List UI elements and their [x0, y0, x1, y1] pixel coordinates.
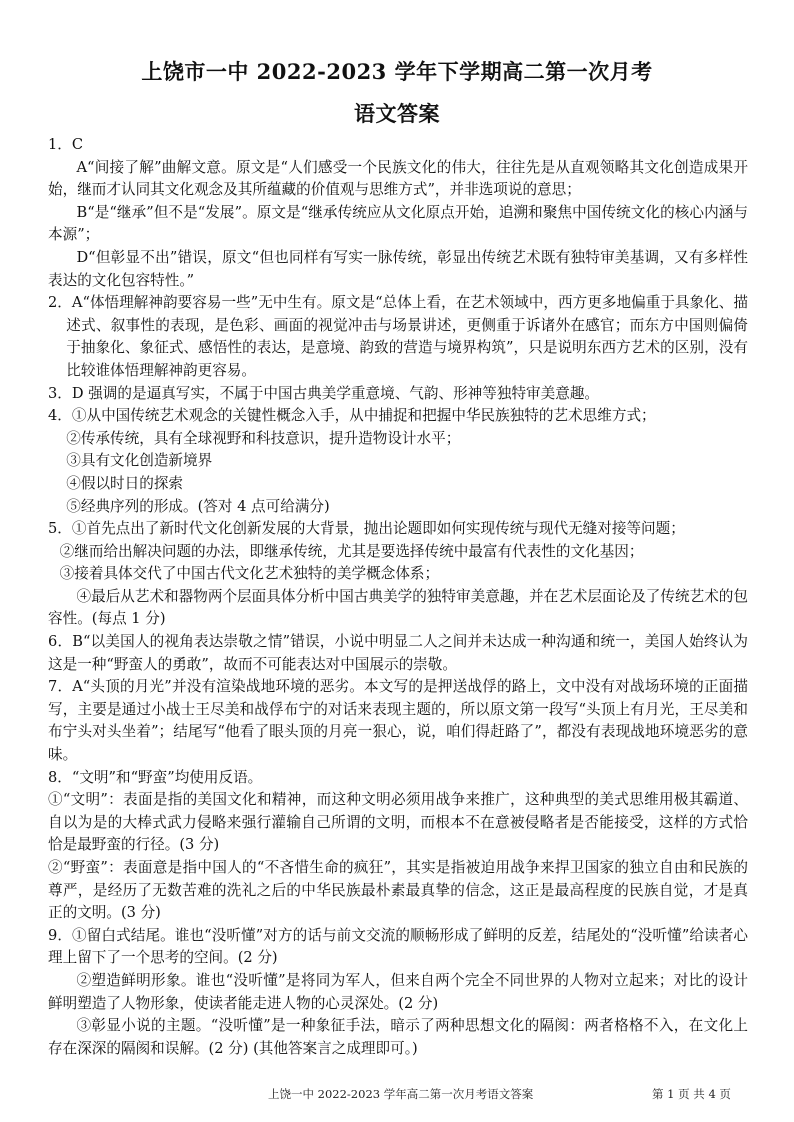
answer-5-point-4: ④最后从艺术和器物两个层面具体分析中国古典美学的独特审美意趣，并在艺术层面论及了传统艺术的包容性。(每点 1 分) [48, 587, 748, 628]
answer-3: 3．D 强调的是逼真写实，不属于中国古典美学重意境、气韵、形神等独特审美意趣。 [48, 384, 600, 402]
answer-8-point-2: ②“野蛮”：表面意是指中国人的“不吝惜生命的疯狂”，其实是指被迫用战争来捍卫国家的独立自由和民族的尊严，是经历了无数苦难的洗礼之后的中华民族最朴素最真挚的信念，这正是最高程度的民族自觉，才是真正的文明。(3 分) [48, 859, 748, 922]
answer-1-option-a: A“间接了解”曲解文意。原文是“人们感受一个民族文化的伟大，往往先是从直观领略其文化创造成果开始，继而才认同其文化观念及其所蕴藏的价值观与思维方式”，并非选项说的意思； [48, 158, 748, 199]
answer-8-point-1: ①“文明”：表面是指的美国文化和精神，而这种文明必须用战争来推广，这种典型的美式思维用极其霸道、自以为是的大棒式武力侵略来强行灌输自己所谓的文明，而根本不在意被侵略者是否能接受，这样的方式恰恰是最野蛮的行径。(3 分) [48, 791, 748, 854]
answer-2: 2．A“体悟理解神韵要容易一些”无中生有。原文是“总体上看，在艺术领域中，西方更多地偏重于具象化、描述式、叙事性的表现，是色彩、画面的视觉冲击与场景讲述，更侧重于诉诸外在感官；而东方中国则偏倚于抽象化、象征式、感悟性的表达，是意境、韵致的营造与境界构筑”，只是说明东西方艺术的区别，没有比较谁体悟理解神韵更容易。 [48, 294, 748, 379]
answer-body [48, 134, 748, 1060]
answer-5-point-2: ②继而给出解决问题的办法，即继承传统，尤其是要选择传统中最富有代表性的文化基因； [59, 542, 644, 560]
answer-4-point-3: ③具有文化创造新境界 [66, 452, 213, 470]
answer-6: 6．B“以美国人的视角表达崇敬之情”错误，小说中明显二人之间并未达成一种沟通和统一，美国人始终认为这是一种“野蛮人的勇敢”，故而不可能表达对中国展示的崇敬。 [48, 633, 748, 673]
page-subtitle: 语文答案 [354, 101, 440, 126]
answer-1-key: 1．C [48, 136, 84, 153]
answer-7: 7．A“头顶的月光”并没有渲染战地环境的恶劣。本文写的是押送战俘的路上，文中没有对战场环境的正面描写，主要是通过小战士王尽美和战俘布宁的对话来表现主题的，所以原文第一段写“头顶上有月光，王尽美和布宁头对头坐着”；结尾写“他看了眼头顶的月亮一狠心，说，咱们得赶路了”，都没有表现战地环境恶劣的意味。 [48, 678, 748, 764]
footer-exam-name: 上饶一中 2022-2023 学年高二第一次月考语文答案 [268, 1087, 534, 1101]
answer-9-point-3: ③彰显小说的主题。“没听懂”是一种象征手法，暗示了两种思想文化的隔阂：两者格格不入，在文化上存在深深的隔阂和误解。(2 分) (其他答案言之成理即可。) [48, 1017, 748, 1057]
answer-1-option-b: B“是“继承”但不是“发展”。原文是“继承传统应从文化原点开始，追溯和聚焦中国传统文化的核心内涵与本源”； [48, 203, 748, 244]
answer-9-point-2: ②塑造鲜明形象。谁也“没听懂”是将同为军人，但来自两个完全不同世界的人物对立起来；对比的设计鲜明塑造了人物形象，使读者能走进人物的心灵深处。(2 分) [48, 971, 748, 1012]
footer-page-number: 第 1 页 共 4 页 [652, 1087, 731, 1101]
answer-4-point-4: ④假以时日的探索 [66, 474, 184, 492]
answer-1-option-d: D“但彰显不出”错误，原文“但也同样有写实一脉传统，彰显出传统艺术既有独特审美基调，又有多样性表达的文化包容特性。” [48, 248, 748, 289]
answer-9-point-1: 9．①留白式结尾。谁也“没听懂”对方的话与前文交流的顺畅形成了鲜明的反差，结尾处的“没听懂”给读者心理上留下了一个思考的空间。(2 分) [48, 926, 748, 967]
answer-4-point-2: ②传承传统，具有全球视野和科技意识，提升造物设计水平； [66, 429, 461, 447]
answer-4-point-5: ⑤经典序列的形成。(答对 4 点可给满分) [66, 497, 330, 515]
answer-5-point-3: ③接着具体交代了中国古代文化艺术独特的美学概念体系； [59, 565, 440, 583]
page-title: 上饶市一中 2022-2023 学年下学期高二第一次月考 [141, 59, 653, 84]
answer-5-point-1: 5．①首先点出了新时代文化创新发展的大背景，抛出论题即如何实现传统与现代无缝对接等问题； [48, 520, 685, 538]
answer-4-point-1: 4．①从中国传统艺术观念的关键性概念入手，从中捕捉和把握中华民族独特的艺术思维方式； [48, 407, 656, 425]
answer-8-intro: 8．“文明”和“野蛮”均使用反语。 [48, 768, 263, 786]
